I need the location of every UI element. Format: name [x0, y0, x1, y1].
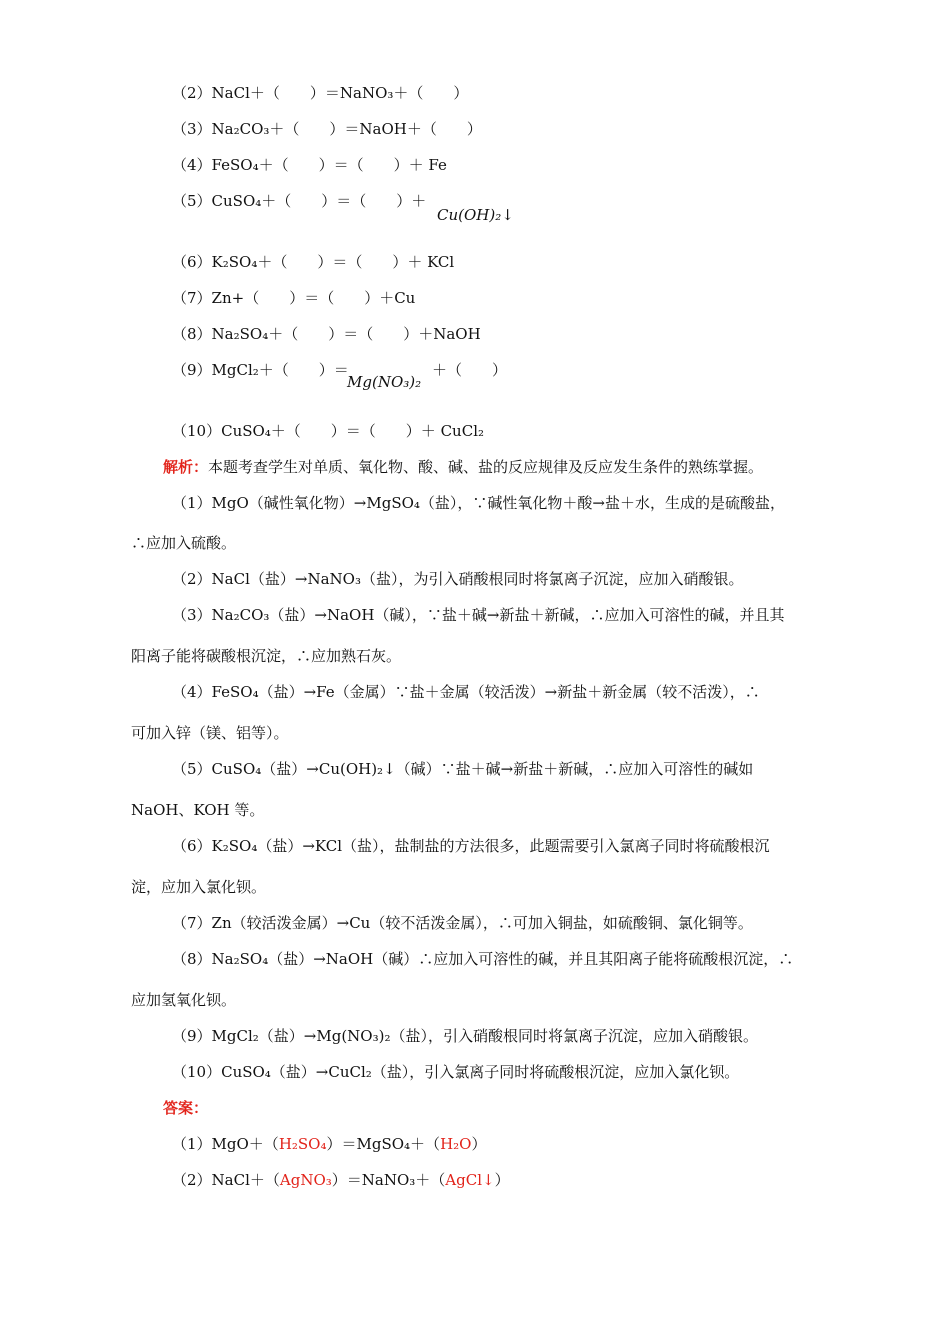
question-6: （6）K₂SO₄＋（ ）＝（ ）＋ KCl [172, 253, 455, 271]
analysis-8a: （8）Na₂SO₄（盐）→NaOH（碱）∴应加入可溶性的碱，并且其阳离子能将硫酸根沉淀，∴ [172, 950, 794, 968]
answer-1-fill-1: H₂SO₄ [278, 1135, 327, 1153]
answer-2-fill-2: AgCl↓ [445, 1171, 495, 1189]
analysis-1b: ∴应加入硫酸。 [131, 534, 237, 552]
analysis-6a: （6）K₂SO₄（盐）→KCl（盐），盐制盐的方法很多，此题需要引入氯离子同时将硫酸根沉 [172, 837, 770, 855]
question-4: （4）FeSO₄＋（ ）＝（ ）＋ Fe [172, 156, 447, 174]
analysis-1a: （1）MgO（碱性氧化物）→MgSO₄（盐），∵碱性氧化物＋酸→盐＋水，生成的是硫酸盐， [172, 494, 785, 512]
analysis-paragraph [163, 456, 763, 478]
analysis-6b: 淀，应加入氯化钡。 [131, 878, 267, 896]
answer-1-middle: ）＝MgSO₄＋（ [326, 1135, 441, 1153]
question-2: （2）NaCl＋（ ）＝NaNO₃＋（ ） [172, 84, 469, 102]
answer-2-fill-1: AgNO₃ [279, 1171, 332, 1189]
answer-1 [172, 1133, 486, 1155]
question-7: （7）Zn+（ ）＝（ ）＋Cu [172, 289, 416, 307]
analysis-3a: （3）Na₂CO₃（盐）→NaOH（碱），∵盐＋碱→新盐＋新碱，∴应加入可溶性的碱，并且其 [172, 606, 785, 624]
answer-2-prefix: （2）NaCl＋（ [172, 1171, 280, 1189]
answer-1-prefix: （1）MgO＋（ [172, 1135, 279, 1153]
answer-2-end: ） [494, 1171, 510, 1189]
q5-product-formula: Cu(OH)₂↓ [437, 206, 514, 224]
analysis-10: （10）CuSO₄（盐）→CuCl₂（盐），引入氯离子同时将硫酸根沉淀，应加入氯化钡。 [172, 1063, 740, 1081]
analysis-8b: 应加氢氧化钡。 [131, 991, 237, 1009]
analysis-7: （7）Zn（较活泼金属）→Cu（较不活泼金属），∴可加入铜盐，如硫酸铜、氯化铜等。 [172, 914, 753, 932]
question-8: （8）Na₂SO₄＋（ ）＝（ ）＋NaOH [172, 325, 481, 343]
analysis-3b: 阳离子能将碳酸根沉淀，∴应加熟石灰。 [131, 647, 402, 665]
question-5: （5）CuSO₄＋（ ）＝（ ）＋ [172, 192, 427, 210]
question-3: （3）Na₂CO₃＋（ ）＝NaOH＋（ ） [172, 120, 482, 138]
analysis-4b: 可加入锌（镁、铝等）。 [131, 724, 289, 742]
analysis-5a: （5）CuSO₄（盐）→Cu(OH)₂↓（碱）∵盐＋碱→新盐＋新碱，∴应加入可溶性的碱如 [172, 760, 754, 778]
q9-tail: ＋（ ） [432, 361, 508, 379]
analysis-label: 解析： [163, 458, 209, 476]
answer-2 [172, 1169, 510, 1191]
analysis-intro: 本题考查学生对单质、氧化物、酸、碱、盐的反应规律及反应发生条件的熟练掌握。 [208, 458, 764, 476]
analysis-2: （2）NaCl（盐）→NaNO₃（盐），为引入硝酸根同时将氯离子沉淀，应加入硝酸银。 [172, 570, 744, 588]
analysis-9: （9）MgCl₂（盐）→Mg(NO₃)₂（盐），引入硝酸根同时将氯离子沉淀，应加入硝酸银。 [172, 1027, 758, 1045]
answer-1-fill-2: H₂O [440, 1135, 472, 1153]
q9-product-formula: Mg(NO₃)₂ [347, 373, 422, 391]
analysis-5b: NaOH、KOH 等。 [131, 801, 265, 819]
answers-label: 答案： [163, 1099, 209, 1117]
analysis-4a: （4）FeSO₄（盐）→Fe（金属）∵盐＋金属（较活泼）→新盐＋新金属（较不活泼），∴ [172, 683, 760, 701]
question-9: （9）MgCl₂＋（ ）＝ [172, 361, 349, 379]
question-10: （10）CuSO₄＋（ ）＝（ ）＋ CuCl₂ [172, 422, 485, 440]
answer-1-end: ） [471, 1135, 487, 1153]
answer-2-middle: ）＝NaNO₃＋（ [331, 1171, 446, 1189]
